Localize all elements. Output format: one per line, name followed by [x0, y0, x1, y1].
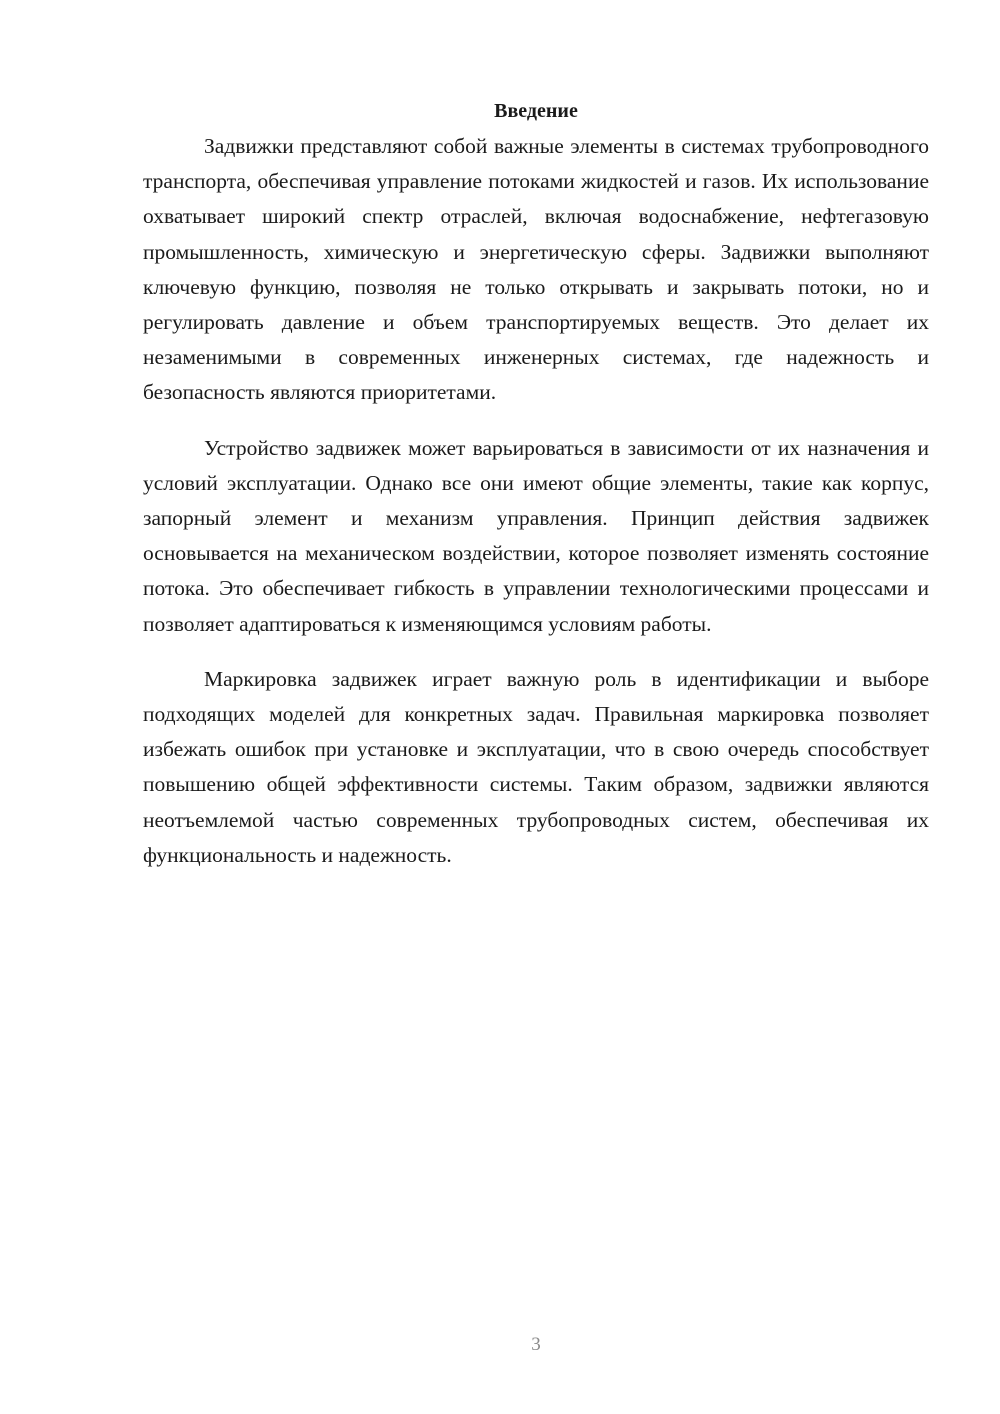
- paragraph-1: Задвижки представляют собой важные элементы в системах трубопроводного транспорта, обеспечивая управление потоками жидкостей и газов. Их использование охватывает широкий спектр отраслей, включая водоснабжение, нефтегазовую промышленность, химическую и энергетическую сферы. Задвижки выполняют ключевую функцию, позволяя не только открывать и закрывать потоки, но и регулировать давление и объем транспортируемых веществ. Это делает их незаменимыми в современных инженерных системах, где надежность и безопасность являются приоритетами.: [143, 134, 929, 405]
- section-heading: Введение: [494, 100, 578, 122]
- document-page: [143, 94, 929, 873]
- paragraph-2: Устройство задвижек может варьироваться в зависимости от их назначения и условий эксплуатации. Однако все они имеют общие элементы, такие как корпус, запорный элемент и механизм управления. Принцип действия задвижек основывается на механическом воздействии, которое позволяет изменять состояние потока. Это обеспечивает гибкость в управлении технологическими процессами и позволяет адаптироваться к изменяющимся условиям работы.: [143, 435, 929, 636]
- paragraph-3: Маркировка задвижек играет важную роль в идентификации и выборе подходящих моделей для конкретных задач. Правильная маркировка позволяет избежать ошибок при установке и эксплуатации, что в свою очередь способствует повышению общей эффективности системы. Таким образом, задвижки являются неотъемлемой частью современных трубопроводных систем, обеспечивая их функциональность и надежность.: [143, 666, 929, 867]
- page-number: 3: [531, 1334, 541, 1355]
